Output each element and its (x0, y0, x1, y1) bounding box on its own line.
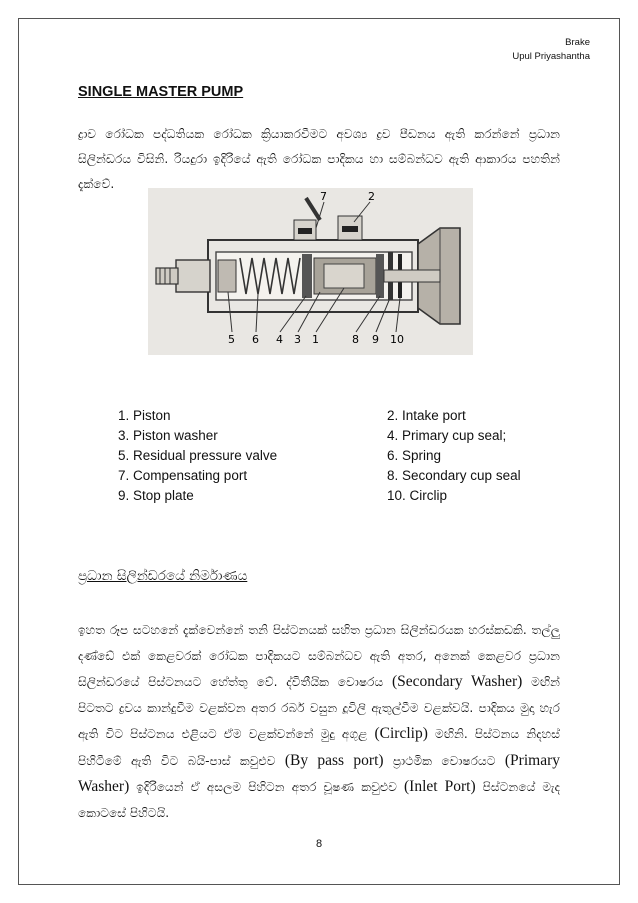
paragraph-text: පිස්ටනයේ මැද කොටසේ පිහිටයි. (78, 780, 560, 820)
paragraph-text: ඉහත රූප සටහනේ දැක්වෙන්නේ තනි පිස්ටනයක් සහිත ප්‍රධාන සිලින්ඩරයක හරස්කඩකි. තල්ලු දණ්ඩේ එක් කෙළවරක් රෝධක පාදිකයට සම්බන්ධව ඇති අතර, අනෙක් කෙළවර ප්‍රධාන සිලින්ඩරයේ පිස්ටනයට හේත්තු වේ. ද්විතීයික වොෂරය (78, 623, 560, 689)
intro-paragraph: ද්‍රාව රෝධක පද්ධතියක රෝධක ක්‍රියාකරවීමට අවශ්‍ය ද්‍රව පීඩනය ඇති කරන්නේ ප්‍රධාන සිලින්ඩරය විසිනි. රියදුරා ඉදිරියේ ඇති රෝධක පාදිකය හා සම්බන්ධව ඇති ආකාරය පහතින් දැක්වේ. (78, 127, 560, 191)
callout-label: 3 (294, 333, 301, 346)
legend-row (118, 446, 558, 466)
callout-label: 1 (312, 333, 319, 346)
paragraph-text: මඟින් පිටතට ද්‍රවය කාන්දුවීම වළක්වන අතර රබර් වසුන දූවිලි ඇතුල්වීම වළක්වයි. පාදිකය මුදා හැර ඇති විට පිස්ටනය එළියට ඒම වළක්වන්නේ මුදු අගුළ (78, 675, 560, 741)
paragraph-text: මඟිනි. පිස්ටනය නිදහස් පිහිටීමේ ඇති විට බයි-පාස් කවුළුව (78, 727, 560, 768)
legend-item: 8. Secondary cup seal (387, 468, 521, 483)
header-author: Upul Priyashantha (512, 51, 590, 62)
english-term: (Primary Washer) (78, 751, 560, 795)
callout-label: 10 (390, 333, 404, 346)
parts-legend (118, 406, 558, 506)
callout-label: 9 (372, 333, 379, 346)
legend-item: 10. Circlip (387, 488, 448, 503)
english-term: (Secondary Washer) (391, 673, 523, 690)
legend-item: 6. Spring (387, 448, 442, 463)
page-number: 8 (315, 838, 323, 850)
legend-item: 9. Stop plate (118, 488, 194, 503)
legend-item: 3. Piston washer (118, 428, 218, 443)
construction-paragraph (78, 618, 560, 826)
legend-item: 7. Compensating port (118, 468, 248, 483)
english-term: (Inlet Port) (404, 778, 476, 795)
legend-row (118, 426, 558, 446)
legend-item: 5. Residual pressure valve (118, 448, 278, 463)
master-cylinder-cross-section (148, 188, 473, 355)
legend-item: 2. Intake port (387, 408, 466, 423)
page-header (512, 36, 590, 64)
page-title: SINGLE MASTER PUMP (78, 84, 244, 100)
callout-label: 2 (368, 190, 375, 203)
paragraph-text: ඉදිරියෙන් ඒ අසලම පිහිටන අතර චූෂණ කවුළුව (129, 780, 404, 794)
callout-label: 5 (228, 333, 235, 346)
callout-label: 6 (252, 333, 259, 346)
english-term: (By pass port) (284, 751, 384, 769)
legend-row (118, 466, 558, 486)
callout-label: 8 (352, 333, 359, 346)
english-term: (Circlip) (374, 725, 428, 742)
legend-item: 1. Piston (118, 408, 171, 423)
legend-item: 4. Primary cup seal; (387, 428, 507, 443)
paragraph-text: ප්‍රාථමික වොෂරයට (383, 753, 505, 768)
legend-row (118, 406, 558, 426)
section-heading: ප්‍රධාන සිලින්ඩරයේ නිර්මාණය (78, 568, 248, 584)
master-cylinder-figure (148, 188, 473, 355)
legend-row (118, 486, 558, 506)
callout-label: 7 (320, 190, 327, 203)
callout-label: 4 (276, 333, 283, 346)
header-subject: Brake (565, 37, 590, 48)
